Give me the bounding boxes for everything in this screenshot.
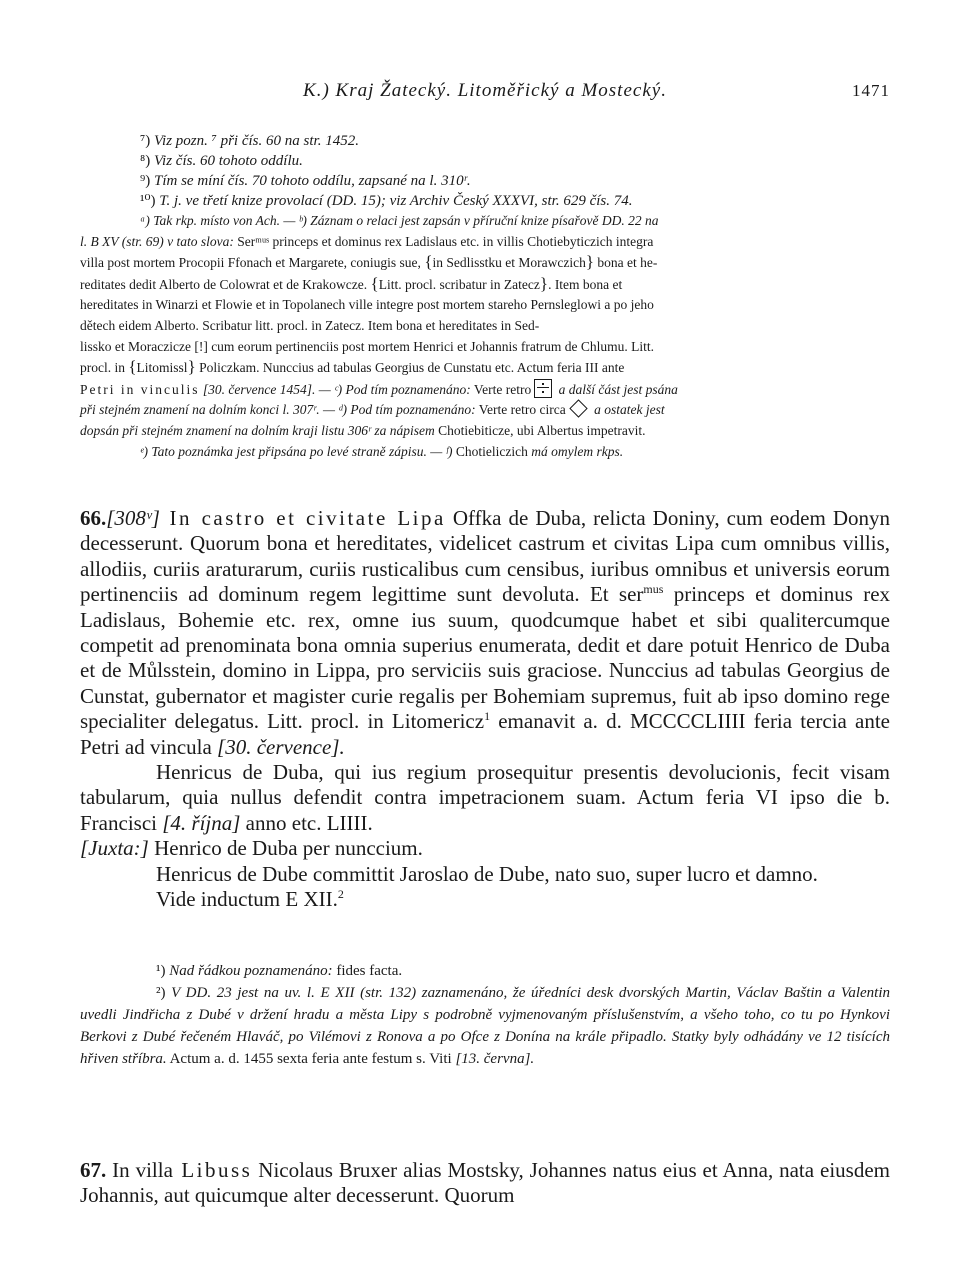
textual-note-text: in Sedlisstku et Morawczich bbox=[432, 255, 586, 271]
entry-opening: In villa bbox=[106, 1158, 173, 1182]
textual-note-italic: při stejném znamení na dolním konci l. 307ʳ. — ᵈ) Pod tím poznamenáno: bbox=[80, 402, 476, 418]
footnote-number: ²) bbox=[156, 985, 166, 1001]
editorial-note: [Juxta:] bbox=[80, 836, 149, 861]
editorial-date: [4. října] bbox=[156, 810, 241, 835]
textual-note-text: Verte retro circa bbox=[475, 402, 566, 418]
footnote-7-number: ⁷) bbox=[140, 133, 151, 149]
diamond-mark-icon bbox=[569, 400, 587, 418]
textual-notes-block bbox=[80, 211, 890, 462]
footnote-10 bbox=[80, 191, 890, 211]
textual-note-italic: a ostatek jest bbox=[590, 402, 665, 418]
page-number: 1471 bbox=[852, 81, 890, 100]
textual-note-line bbox=[80, 379, 890, 401]
footnote-text: Actum a. d. 1455 sexta feria ante festum s. Viti bbox=[166, 1051, 452, 1067]
entry-text: emanavit a. d. MCCCCLIIII feria tercia ante Petri ad vincula bbox=[80, 709, 890, 759]
textual-note-italic: má omylem rkps. bbox=[527, 443, 624, 459]
entry-text: Vide inductum E XII. bbox=[156, 887, 338, 912]
textual-note-line bbox=[80, 232, 890, 253]
textual-note-text: Litt. procl. scribatur in Zatecz bbox=[378, 276, 540, 292]
entry-text: princeps et dominus rex Ladislaus, Bohemie etc. rex, omne ius suum, quodcumque habet et sibi qualitercumque competit ad prenominata bona omnia superius enumerata, dedit et dare potuit Henrico de Duba et de Můlsstein, domino in Lippa, pro serviciis suis graciose. Nunccius ad tabulas Georgius de Cunstat, gubernator et magister curie regalis per Bohemiam supremus, fuit ab ipso domino rege specialiter delegatus. Litt. procl. in Litomericz bbox=[80, 582, 891, 734]
entry-number: 67. bbox=[80, 1158, 107, 1182]
textual-note-text: Policzkam. Nunccius ad tabulas Georgius de Cunstatu etc. Actum feria III ante bbox=[195, 360, 625, 376]
entry-66-footnotes bbox=[80, 960, 890, 1070]
textual-note-line: hereditates in Winarzi et Flowie et in Topolanech ville integre post mortem stareho Pernsleglowi a po jeho bbox=[80, 297, 654, 313]
left-brace-glyph: { bbox=[370, 273, 379, 293]
textual-note-text: bona et he- bbox=[594, 255, 658, 271]
entry-text: Henrico de Duba per nunccium. bbox=[148, 836, 423, 861]
textual-note-line bbox=[80, 252, 890, 274]
textual-note-line: ᵃ) Tak rkp. místo von Ach. — ᵇ) Záznam o relaci jest zapsán v příruční knize písařově DD. 22 na bbox=[140, 213, 659, 228]
entry-66-paragraph bbox=[80, 760, 890, 836]
footnote-8 bbox=[80, 151, 890, 171]
right-brace-glyph: } bbox=[585, 252, 595, 272]
textual-note-text: Chotiebiticze, ubi Albertus impetravit. bbox=[434, 422, 646, 438]
footnote-9-text: Tím se míní čís. 70 tohoto oddílu, zapsané na l. 310ʳ. bbox=[153, 173, 471, 189]
textual-note-line bbox=[80, 274, 890, 296]
entry-66-paragraph bbox=[80, 836, 890, 861]
right-brace-glyph: } bbox=[187, 357, 196, 377]
textual-note-italic: dopsán při stejném znamení na dolním kraji listu 306ʳ za nápisem bbox=[80, 422, 435, 438]
textual-note-italic: ᵉ) Tato poznámka jest připsána po levé straně zápisu. — ᶠ) bbox=[140, 443, 453, 459]
place-name: Lipa bbox=[387, 506, 446, 530]
entry-66-main-paragraph bbox=[80, 506, 890, 760]
division-sign-box-icon bbox=[534, 379, 552, 398]
footnote-8-number: ⁸) bbox=[140, 153, 151, 169]
textual-note-text: Petri in vinculis bbox=[80, 381, 200, 397]
footnote-italic: [13. června]. bbox=[451, 1051, 535, 1067]
right-brace-glyph: } bbox=[539, 273, 549, 293]
textual-note-text: . Item bona et bbox=[548, 276, 623, 292]
footnote-number: ¹) bbox=[156, 963, 166, 979]
textual-note-text: procl. in bbox=[80, 360, 125, 376]
running-head bbox=[80, 80, 890, 108]
place-name: Libuss bbox=[172, 1158, 253, 1182]
folio-reference: [308ᵛ] bbox=[106, 506, 160, 530]
editorial-date: [30. července]. bbox=[211, 734, 345, 759]
textual-note-text: villa post mortem Procopii Ffonach et Margarete, coniugis sue, bbox=[80, 255, 421, 271]
textual-note-italic: [30. července 1454]. — ᶜ) Pod tím poznamenáno: bbox=[199, 381, 471, 397]
entry-text: Nicolaus Bruxer alias Mostsky, Johannes natus eius et Anna, nata eiusdem Johannis, aut quicumque alter decesserunt. Quorum bbox=[80, 1158, 890, 1208]
entry-67 bbox=[80, 1158, 890, 1209]
textual-note-italic: a další část jest psána bbox=[555, 381, 678, 397]
textual-note-text: reditates dedit Alberto de Colowrat et de Krakowcze. bbox=[80, 276, 368, 292]
entry-66-paragraph: Henricus de Dube committit Jaroslao de Dube, nato suo, super lucro et damno. bbox=[156, 861, 818, 886]
document-page bbox=[80, 0, 890, 1273]
left-brace-glyph: { bbox=[424, 252, 433, 272]
superscript: mus bbox=[643, 582, 664, 597]
footnote-9 bbox=[80, 171, 890, 191]
entry-text: Henricus de Duba, qui ius regium prosequitur presentis devolucionis, fecit visam tabularum, quia nullus defendit contra impetracionem suam. Actum feria VI ipso die b. Francisci bbox=[80, 760, 890, 835]
textual-note-line bbox=[80, 442, 890, 463]
footnote-italic: V DD. 23 jest na uv. l. E XII (str. 132) zaznamenáno, že úředníci desk dvorských Martin, Václav Baštin a Valentin uvedli Jindřicha z Dubé v držení hradu a města Lipy s podrobně vyjmenovaným příslušenstvím, a všeho toho, co tu po Hynkovi Berkovi z Dubé řečeném Hlaváč, po Vilémovi z Ronova a po Ofce z Donína na krále připadlo. Statky byly odhádány ve 12 tisících hřiven stříbra. bbox=[80, 985, 890, 1067]
entry-67-paragraph bbox=[80, 1158, 890, 1209]
entry-66-paragraph bbox=[80, 887, 890, 912]
footnote-italic: Nad řádkou poznamenáno: bbox=[165, 963, 333, 979]
footnote-9-number: ⁹) bbox=[140, 173, 151, 189]
textual-note-italic: l. B XV (str. 69) v tato slova: bbox=[80, 233, 234, 249]
footnote-marker: 2 bbox=[337, 887, 344, 902]
entry-opening: In castro et civitate bbox=[159, 506, 388, 530]
entry-text: anno etc. LIIII. bbox=[240, 810, 373, 835]
entry-66 bbox=[80, 506, 890, 913]
footnote-10-text: T. j. ve třetí knize provolací (DD. 15); viz Archiv Český XXXVI, str. 629 čís. 74. bbox=[159, 193, 633, 209]
textual-note-line bbox=[80, 421, 890, 442]
textual-note-line bbox=[80, 400, 890, 421]
footnote-10-number: ¹⁰) bbox=[140, 193, 156, 209]
textual-note-line: dětech eidem Alberto. Scribatur litt. procl. in Zatecz. Item bona et hereditates in Sed- bbox=[80, 317, 540, 333]
footnote-8-text: Viz čís. 60 tohoto oddílu. bbox=[153, 153, 303, 169]
footnote-7-text: Viz pozn. ⁷ při čís. 60 na str. 1452. bbox=[153, 133, 359, 149]
textual-note-text: Chotieliczich bbox=[452, 443, 528, 459]
running-title: K.) Kraj Žatecký. Litoměřický a Mostecký. bbox=[303, 80, 667, 101]
left-brace-glyph: { bbox=[128, 357, 137, 377]
entry-number: 66. bbox=[80, 506, 107, 530]
footnote-2 bbox=[80, 982, 890, 1070]
footnote-text: fides facta. bbox=[332, 963, 403, 979]
footnote-7 bbox=[80, 131, 890, 151]
textual-note-text: Verte retro bbox=[470, 381, 532, 397]
top-footnotes bbox=[80, 131, 890, 462]
textual-note-line bbox=[80, 357, 890, 379]
textual-note-text: Litomissl bbox=[136, 360, 188, 376]
textual-note-text: Serᵐᵘˢ princeps et dominus rex Ladislaus etc. in villis Chotiebyticzich integra bbox=[233, 233, 654, 249]
entry-text: Offka de Duba, relicta Doniny, cum eodem Donyn decesserunt. Quorum bona et hereditates, videlicet castrum et civitas Lipa cum omnibus villis, allodiis, curiis araturarum, curiis rusticalibus cum censibus, iuribus omnibus et universis eorum pertinenciis ad dominum regem legittime sunt devoluta. Et ser bbox=[80, 506, 891, 607]
footnote-marker: 1 bbox=[484, 709, 491, 724]
textual-note-line: lissko et Moraczicze [!] cum eorum pertinenciis post mortem Henrici et Johannis fratrum de Chlumu. Litt. bbox=[80, 338, 654, 354]
footnote-1 bbox=[80, 960, 890, 982]
